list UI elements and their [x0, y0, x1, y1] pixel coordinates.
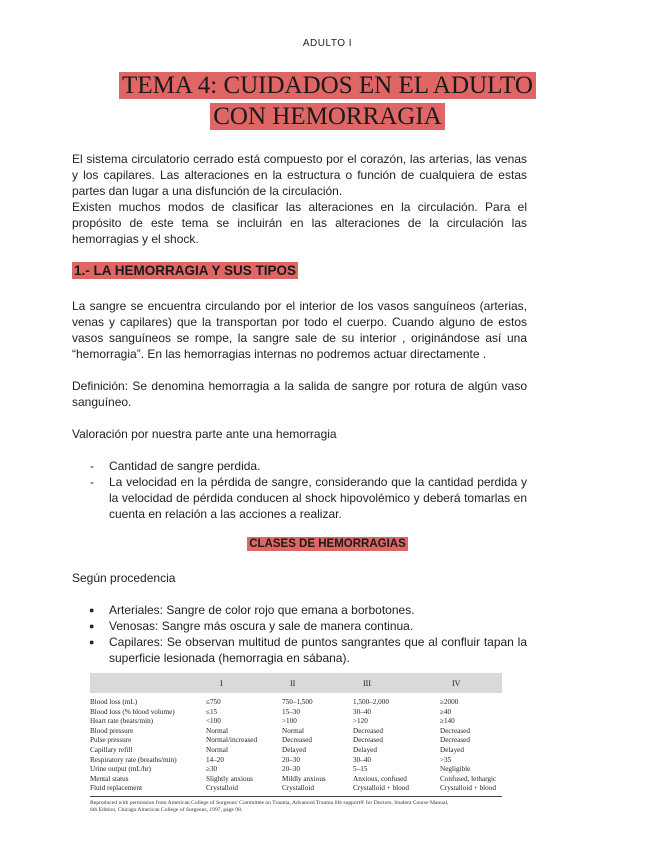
table-cell: Crystalloid + blood: [440, 784, 496, 793]
table-cell: ≥40: [440, 707, 452, 716]
table-cell: Decreased: [353, 726, 383, 735]
item-text: Se observan multitud de puntos sangrantes que al confluir tapan la superficie lesionada (hemorragia en sábana).: [109, 635, 527, 665]
intro-paragraph-2: Existen muchos modos de clasificar las alteraciones en la circulación. Para el propósito de este tema se incluirán en las alteraciones de la circulación las hemorragias y el shock.: [72, 200, 527, 246]
item-text: Sangre de color rojo que emana a borbotones.: [163, 603, 415, 617]
footnote-line: Reproduced with permission from American College of Surgeons' Committee on Trauma, Advanced Trauma life support® for Doctors, Student Course Manual,: [90, 799, 449, 806]
row-label: Mental status: [90, 774, 129, 783]
body-paragraph-1: [72, 298, 527, 362]
table-cell: 30–40: [353, 755, 371, 764]
valoracion-intro: [72, 426, 527, 442]
row-label: Heart rate (beats/min): [90, 717, 154, 726]
table-cell: Decreased: [353, 736, 383, 745]
valoracion-list: [72, 458, 527, 522]
table-row: [90, 698, 502, 708]
table-footnote: [90, 800, 502, 814]
table-cell: >120: [353, 717, 368, 726]
table-cell: ≤750: [206, 698, 221, 706]
table-row: [90, 708, 502, 718]
list-item: [72, 634, 527, 666]
paragraph-text: Definición: Se denomina hemorragia a la salida de sangre por rotura de algún vaso sanguíneo.: [72, 379, 527, 409]
table-cell: Crystalloid + blood: [353, 784, 409, 793]
table-cell: ≥2000: [440, 698, 459, 706]
table-cell: Mildly anxious: [282, 774, 326, 783]
table-row: [90, 784, 502, 794]
item-text: Sangre más oscura y sale de manera continua.: [158, 619, 414, 633]
column-header: I: [220, 679, 223, 688]
hemorrhage-class-table: [90, 673, 502, 814]
table-cell: Delayed: [282, 745, 306, 754]
table-cell: >35: [440, 755, 452, 764]
column-header: III: [363, 679, 371, 688]
table-row: [90, 765, 502, 775]
row-label: Blood pressure: [90, 726, 134, 735]
row-label: Respiratory rate (breaths/min): [90, 755, 177, 764]
table-cell: Confused, lethargic: [440, 774, 497, 783]
table-body: [90, 698, 502, 794]
row-label: Fluid replacement: [90, 784, 143, 793]
table-cell: ≤15: [206, 707, 218, 716]
table-cell: >100: [282, 717, 297, 726]
item-label: Capilares:: [109, 635, 164, 649]
section-heading: [72, 263, 298, 278]
table-cell: ≥140: [440, 717, 455, 726]
intro-block: [72, 151, 527, 247]
row-label: Capillary refill: [90, 745, 133, 754]
table-header-bar: [90, 673, 502, 693]
table-cell: Crystalloid: [206, 784, 238, 793]
section-heading-text: 1.- LA HEMORRAGIA Y SUS TIPOS: [74, 263, 297, 278]
clases-heading: [0, 538, 655, 550]
paragraph-text: La sangre se encuentra circulando por el interior de los vasos sanguíneos (arterias, venas y capilares) que la transportan por todo el cuerpo. Cuando alguno de estos vasos sanguíneos se rompe, la sangre sale de su interior , originándose así una “hemorragia”. En las hemorragias internas no podremos actuar directamente .: [72, 299, 527, 361]
item-label: Venosas:: [109, 619, 159, 633]
table-cell: Decreased: [440, 726, 470, 735]
table-row: [90, 717, 502, 727]
table-row: [90, 746, 502, 756]
row-label: Urine output (mL/hr): [90, 765, 152, 774]
data-table: [90, 698, 502, 794]
table-cell: 1,500–2,000: [353, 698, 389, 706]
table-cell: Negligible: [440, 765, 471, 774]
table-cell: Anxious, confused: [353, 774, 407, 783]
page-title: [0, 70, 655, 132]
table-row: [90, 736, 502, 746]
table-cell: Decreased: [282, 736, 312, 745]
title-line-1: TEMA 4: CUIDADOS EN EL ADULTO: [119, 72, 536, 99]
title-line-2: CON HEMORRAGIA: [210, 103, 444, 130]
table-cell: 20–30: [282, 765, 300, 774]
footnote-line: 6th Edition, Chicago American College of Surgeons, 1997, page 98.: [90, 806, 243, 813]
running-header: ADULTO I: [302, 38, 353, 49]
procedencia-list: [72, 602, 527, 666]
table-cell: Normal: [206, 726, 228, 735]
intro-paragraph-1: El sistema circulatorio cerrado está compuesto por el corazón, las arterias, las venas y los capilares. Las alteraciones en la estructura o función de cualquiera de estas partes dan lugar a una disfunción de la circulación.: [72, 152, 527, 198]
table-cell: Normal: [282, 726, 304, 735]
table-cell: 5–15: [353, 765, 368, 774]
table-cell: Slightly anxious: [206, 774, 253, 783]
item-label: Arteriales:: [109, 603, 164, 617]
row-label: Blood loss (% blood volume): [90, 707, 175, 716]
table-cell: 750–1,500: [282, 698, 313, 706]
paragraph-text: Según procedencia: [72, 571, 176, 585]
row-label: Pulse pressure: [90, 736, 132, 745]
table-row: [90, 727, 502, 737]
column-header: IV: [452, 679, 461, 688]
table-row: [90, 775, 502, 785]
table-cell: Delayed: [440, 745, 464, 754]
procedencia-subtitle: [72, 570, 527, 586]
clases-heading-text: CLASES DE HEMORRAGIAS: [249, 538, 406, 550]
list-item: [72, 618, 527, 634]
list-item: - Cantidad de sangre perdida.: [72, 458, 527, 474]
column-header: II: [290, 679, 296, 688]
table-cell: 20–30: [282, 755, 300, 764]
table-cell: Delayed: [353, 745, 377, 754]
table-cell: ≥30: [206, 765, 218, 774]
list-item: [72, 602, 527, 618]
definition-paragraph: [72, 378, 527, 410]
table-cell: <100: [206, 717, 221, 726]
table-cell: Decreased: [440, 736, 470, 745]
table-rule: [90, 796, 502, 797]
table-cell: 30–40: [353, 707, 371, 716]
paragraph-text: Valoración por nuestra parte ante una hemorragia: [72, 427, 337, 441]
list-item: - La velocidad en la pérdida de sangre, considerando que la cantidad perdida y la velocidad de pérdida conducen al shock hipovolémico y deberá tomarlas en cuenta en relación a las acciones a realizar.: [72, 474, 527, 522]
row-label: Blood loss (mL): [90, 698, 138, 706]
table-cell: Normal: [206, 745, 228, 754]
table-row: [90, 756, 502, 766]
table-cell: 15–30: [282, 707, 300, 716]
table-cell: Crystalloid: [282, 784, 314, 793]
table-cell: 14–20: [206, 755, 224, 764]
table-cell: Normal/increased: [206, 736, 258, 745]
